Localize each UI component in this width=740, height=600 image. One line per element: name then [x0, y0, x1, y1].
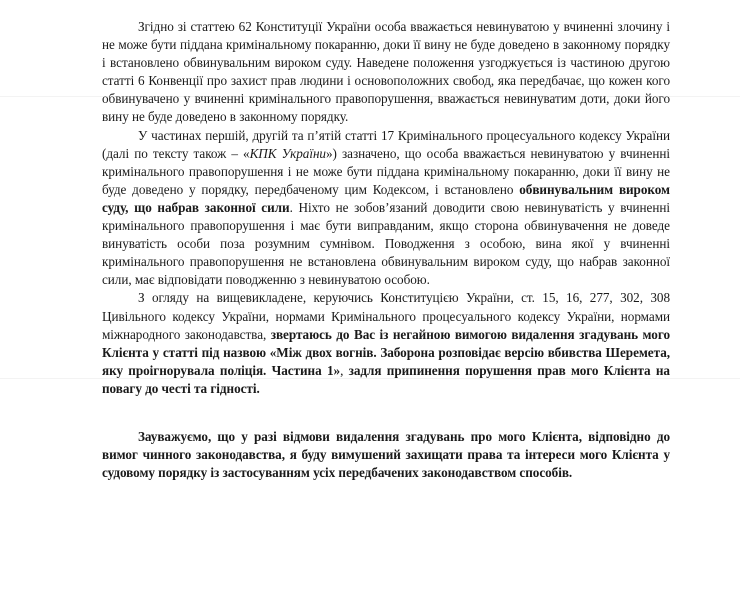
paragraph-text: Згідно зі статтею 62 Конституції України особа вважається невинуватою у вчиненні злочину і не може бути піддана кримінальному покаранню, доки її вину не буде доведено в законному порядку і встановлено обвинувальним вироком суду. Наведене положення узгоджується із частиною другою статті 6 Конвенції про захист прав людини і основоположних свобод, яка передбачає, що кожен кого обвинувачено у вчиненні кримінального правопорушення, вважається невинуватим доти, доки його вину не буде доведено в законному порядку. — [102, 19, 670, 125]
paragraph-warning — [102, 428, 670, 482]
warning-text: Зауважуємо, що у разі відмови видалення згадувань про мого Клієнта, відповідно до вимог чинного законодавства, я буду вимушений захищати права та інтереси мого Клієнта у судовому порядку із застосуванням усіх передбачених законодавством способів. — [102, 428, 670, 481]
paragraph-text: , — [340, 362, 349, 378]
paragraph-criminal-procedure-code — [102, 127, 670, 290]
paragraph-text: ») зазначено, що особа вважається невинуватою у вчиненні кримінального правопорушення і не може бути піддана кримінальному покаранню, доки її вину не буде доведено у порядку, передбаченому цим Кодексом, і встановлено — [102, 145, 670, 197]
paragraph-text: З огляду на вищевикладене, керуючись Конституцією України, ст. 15, 16, 277, 302, 308 Цивільного кодексу України, нормами Кримінального процесуального кодексу України, нормами міжнародного законодавства, — [102, 290, 670, 342]
letter-body — [102, 18, 670, 482]
emphasis-text: обвинувальним вироком суду, що набрав законної сили — [102, 181, 670, 215]
code-abbreviation: КПК України — [249, 145, 326, 161]
paragraph-demand — [102, 289, 670, 398]
demand-purpose-text: задля припинення порушення прав мого Клієнта на повагу до честі та гідності. — [102, 362, 670, 396]
paragraph-text: . Ніхто не зобов’язаний доводити свою невинуватість у вчиненні кримінального правопорушення і має бути виправданим, якщо сторона обвинувачення не доведе винуватість особи поза розумним сумнівом. Поводження з особою, вина якої у вчиненні кримінального правопорушення не встановлена обвинувальним вироком суду, що набрав законної сили, має відповідати поводженню з невинуватою особою. — [102, 199, 670, 288]
paragraph-text: У частинах першій, другій та п’ятій статті 17 Кримінального процесуального кодексу України (далі по тексту також – « — [102, 127, 670, 161]
demand-text: звертаюсь до Вас із негайною вимогою видалення згадувань мого Клієнта у статті під назвою «Між двох вогнів. Заборона розповідає версію вбивства Шеремета, яку проігнорувала поліція. Частина 1» — [102, 326, 671, 378]
paragraph-presumption-constitution — [102, 18, 670, 127]
